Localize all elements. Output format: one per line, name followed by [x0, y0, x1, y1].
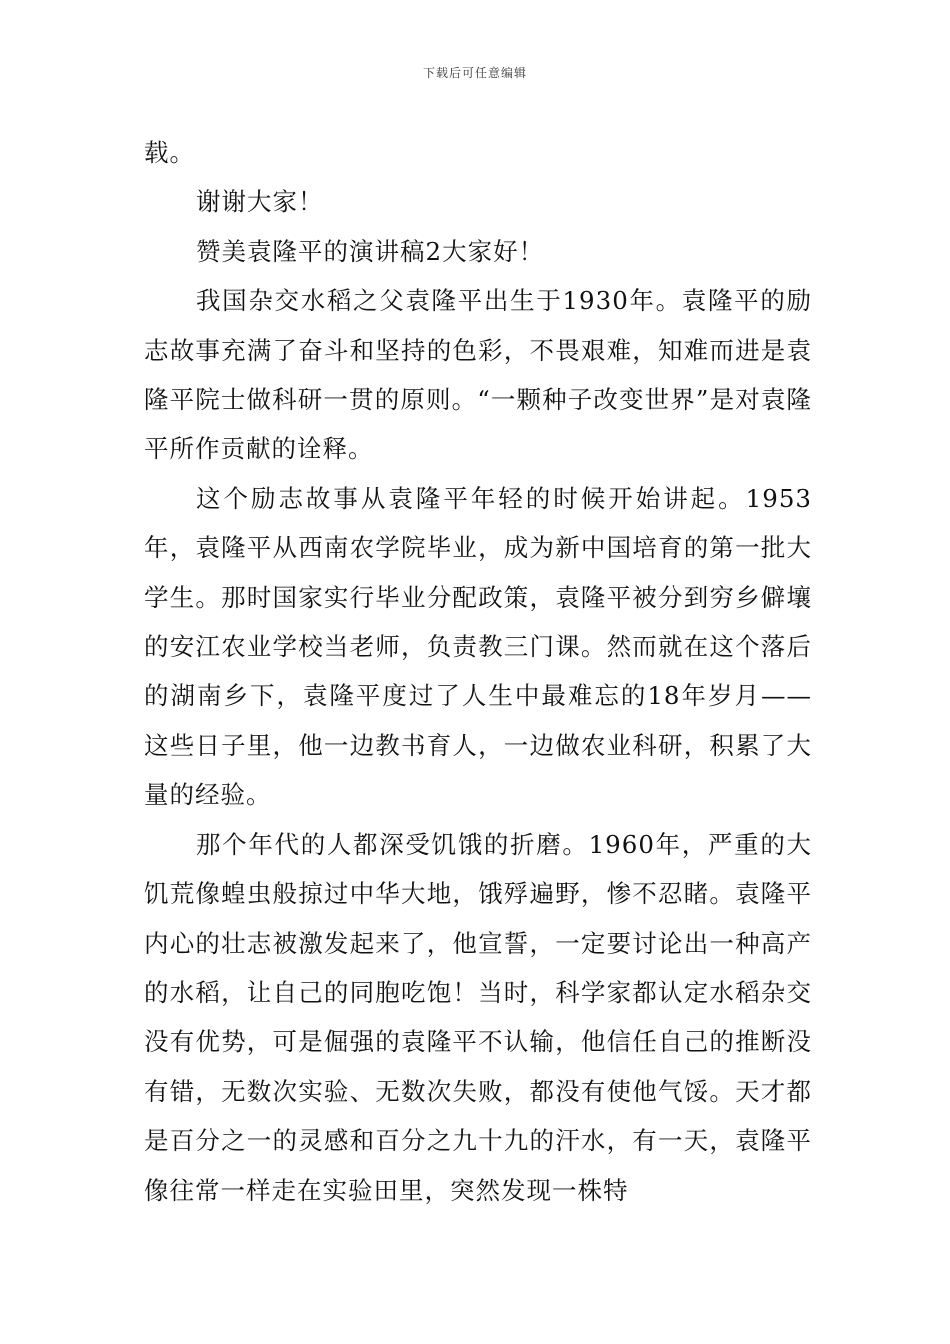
paragraph-thanks: 谢谢大家！ [196, 187, 324, 217]
paragraph-introduction: 我国杂交水稻之父袁隆平出生于1930年。袁隆平的励志故事充满了奋斗和坚持的色彩，不畏艰难，知难而进是袁隆平院士做科研一贯的原则。“一颗种子改变世界”是对袁隆平所作贡献的诠释。 [144, 286, 812, 464]
page-header: 下载后可任意编辑 [422, 66, 527, 80]
paragraph-speech-title: 赞美袁隆平的演讲稿2大家好！ [196, 236, 545, 266]
paragraph-continuation: 载。 [144, 138, 195, 167]
paragraph-youth-story: 这个励志故事从袁隆平年轻的时候开始讲起。1953年，袁隆平从西南农学院毕业，成为新中国培育的第一批大学生。那时国家实行毕业分配政策，袁隆平被分到穷乡僻壤的安江农业学校当老师，负责教三门课。然而就在这个落后的湖南乡下，袁隆平度过了人生中最难忘的18年岁月——这些日子里，他一边教书育人，一边做农业科研，积累了大量的经验。 [144, 483, 812, 810]
document-body [144, 128, 812, 1215]
paragraph-famine-story: 那个年代的人都深受饥饿的折磨。1960年，严重的大饥荒像蝗虫般掠过中华大地，饿殍遍野，惨不忍睹。袁隆平内心的壮志被激发起来了，他宣誓，一定要讨论出一种高产的水稻，让自己的同胞吃饱！当时，科学家都认定水稻杂交没有优势，可是倔强的袁隆平不认输，他信任自己的推断没有错，无数次实验、无数次失败，都没有使他气馁。天才都是百分之一的灵感和百分之九十九的汗水，有一天，袁隆平像往常一样走在实验田里，突然发现一株特 [144, 829, 812, 1205]
